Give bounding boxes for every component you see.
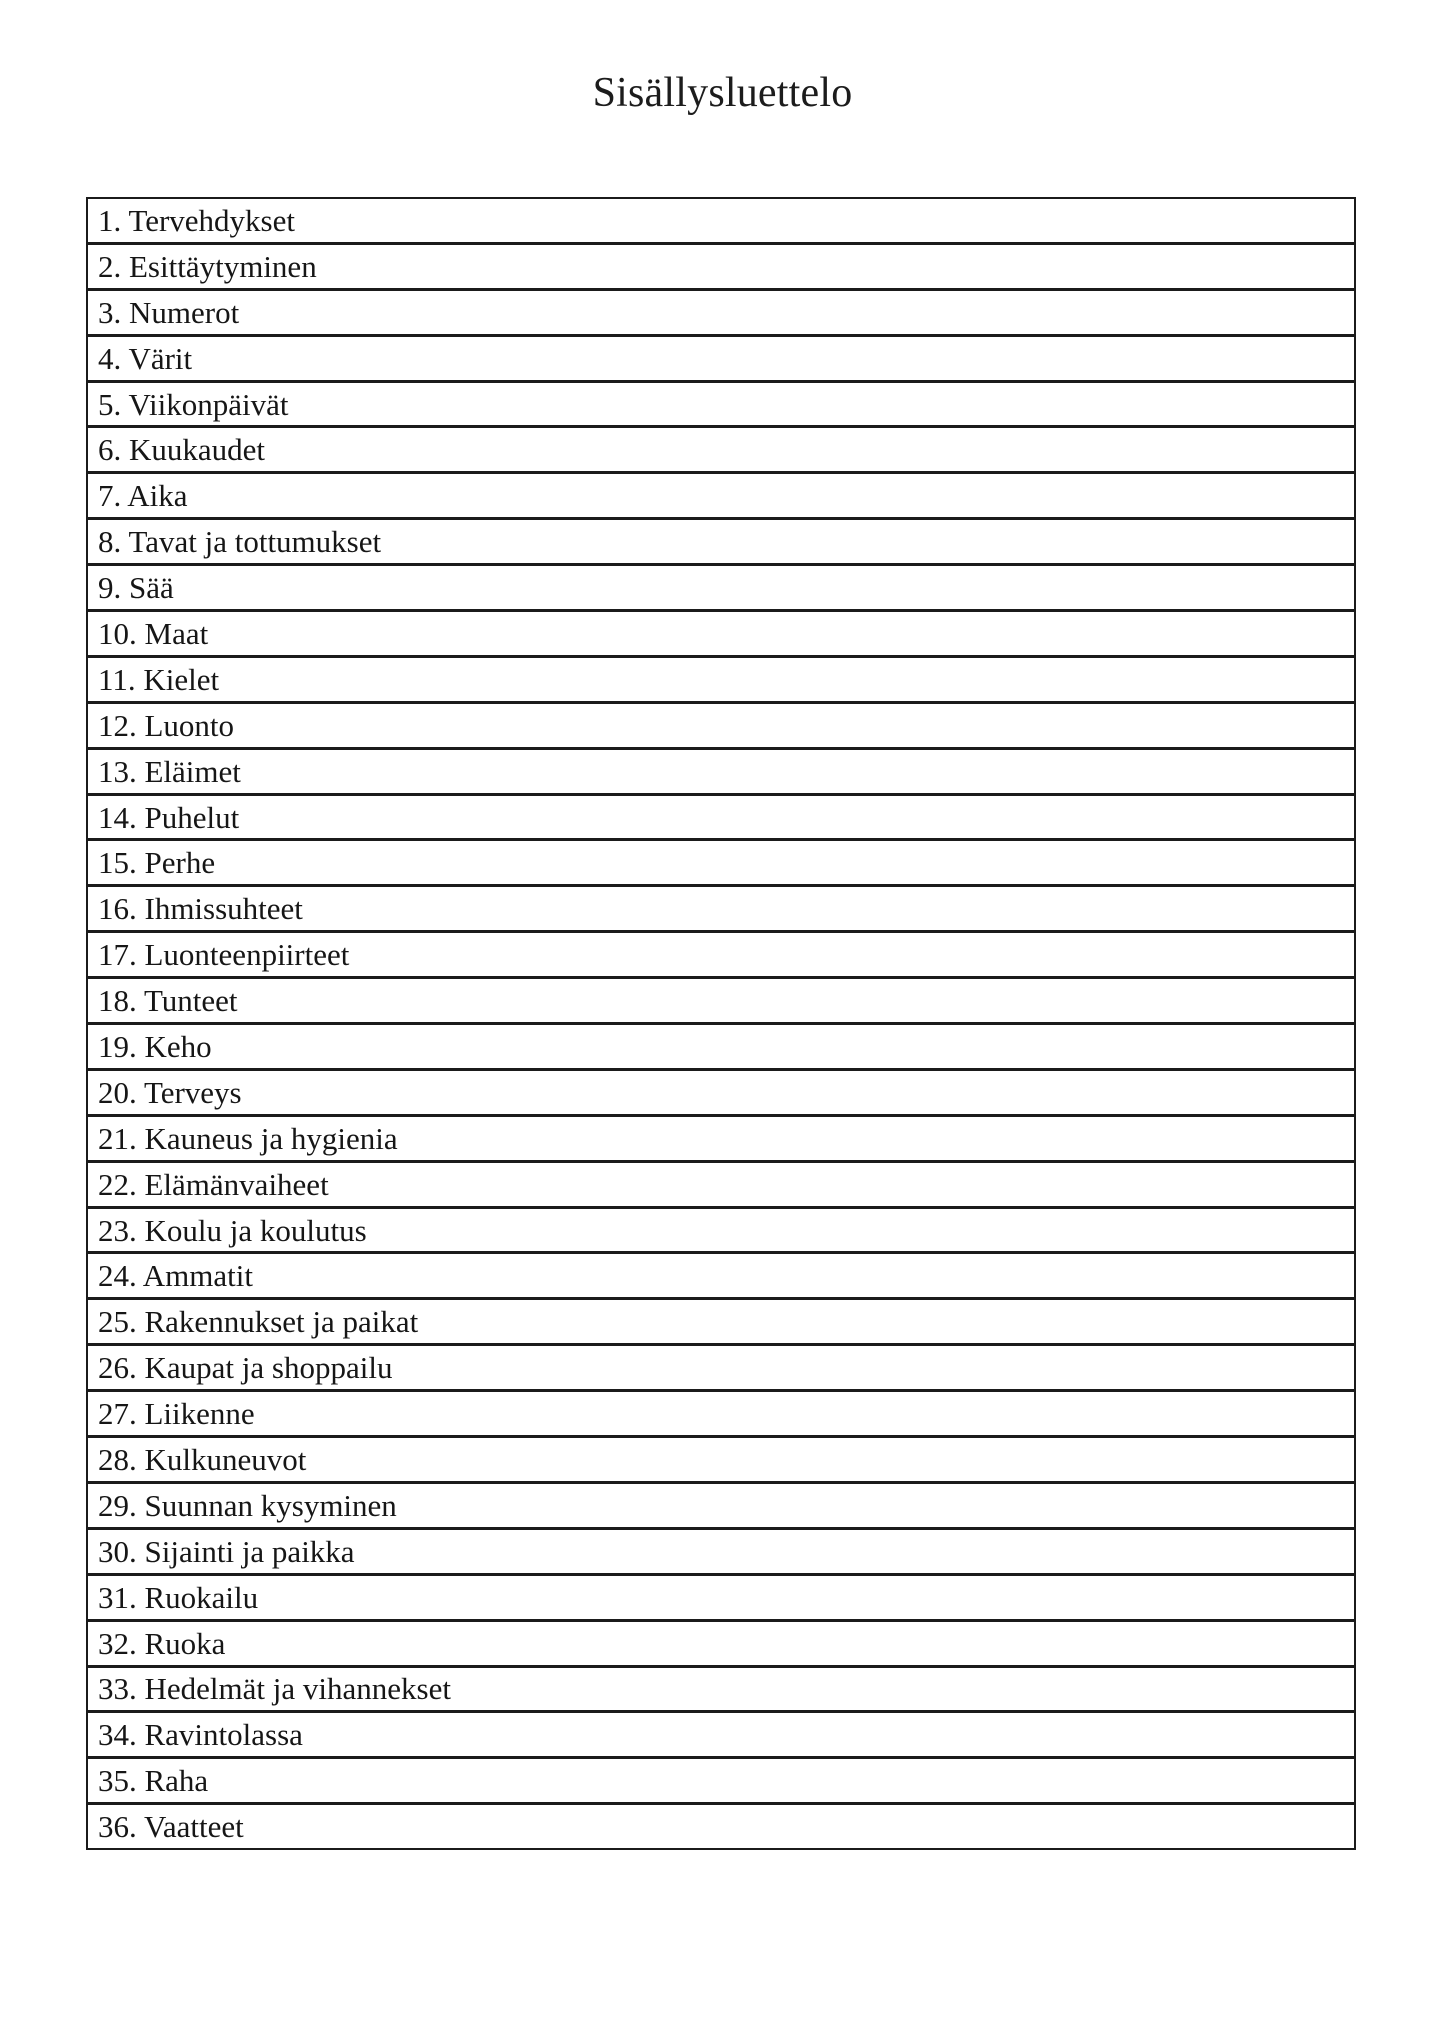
toc-table [86, 197, 1356, 1850]
toc-row: 29. Suunnan kysyminen [88, 1484, 1354, 1530]
toc-row: 26. Kaupat ja shoppailu [88, 1346, 1354, 1392]
toc-row: 32. Ruoka [88, 1622, 1354, 1668]
toc-row: 20. Terveys [88, 1071, 1354, 1117]
toc-row: 19. Keho [88, 1025, 1354, 1071]
toc-row: 28. Kulkuneuvot [88, 1438, 1354, 1484]
toc-row: 12. Luonto [88, 704, 1354, 750]
toc-row: 35. Raha [88, 1759, 1354, 1805]
toc-row: 4. Värit [88, 337, 1354, 383]
toc-row: 3. Numerot [88, 291, 1354, 337]
toc-row: 8. Tavat ja tottumukset [88, 520, 1354, 566]
toc-row: 11. Kielet [88, 658, 1354, 704]
toc-row: 24. Ammatit [88, 1254, 1354, 1300]
toc-row: 21. Kauneus ja hygienia [88, 1117, 1354, 1163]
toc-row: 17. Luonteenpiirteet [88, 933, 1354, 979]
toc-row: 27. Liikenne [88, 1392, 1354, 1438]
toc-row: 25. Rakennukset ja paikat [88, 1300, 1354, 1346]
toc-row: 33. Hedelmät ja vihannekset [88, 1668, 1354, 1714]
toc-row: 30. Sijainti ja paikka [88, 1530, 1354, 1576]
toc-row: 5. Viikonpäivät [88, 383, 1354, 429]
toc-row: 18. Tunteet [88, 979, 1354, 1025]
toc-row: 9. Sää [88, 566, 1354, 612]
toc-row: 16. Ihmissuhteet [88, 887, 1354, 933]
toc-row: 6. Kuukaudet [88, 428, 1354, 474]
toc-row: 22. Elämänvaiheet [88, 1163, 1354, 1209]
toc-row: 10. Maat [88, 612, 1354, 658]
toc-row: 1. Tervehdykset [88, 199, 1354, 245]
toc-row: 34. Ravintolassa [88, 1713, 1354, 1759]
toc-row: 31. Ruokailu [88, 1576, 1354, 1622]
page-title: Sisällysluettelo [592, 70, 853, 116]
toc-row: 36. Vaatteet [98, 1809, 244, 1845]
toc-row: 7. Aika [88, 474, 1354, 520]
toc-row: 14. Puhelut [88, 796, 1354, 842]
toc-row: 23. Koulu ja koulutus [88, 1209, 1354, 1255]
toc-row: 15. Perhe [88, 841, 1354, 887]
toc-row: 13. Eläimet [88, 750, 1354, 796]
toc-row: 2. Esittäytyminen [88, 245, 1354, 291]
